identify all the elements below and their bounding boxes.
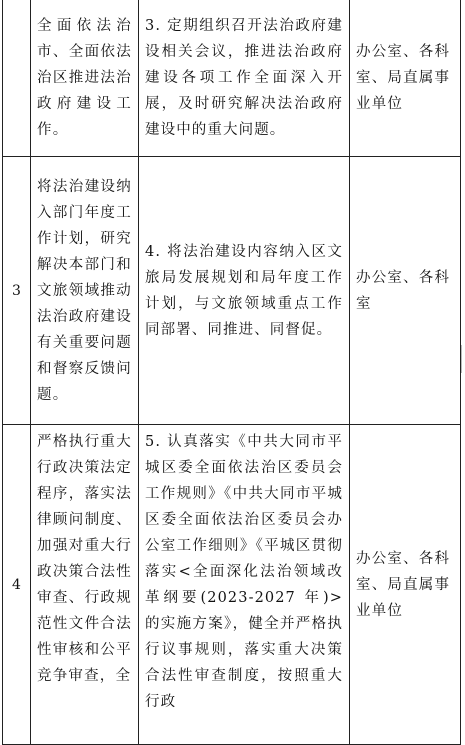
table-row	[3, 425, 461, 745]
measure-cell: 4. 将法治建设内容纳入区文旅局发展规划和局年度工作计划，与文旅领域重点工作同部署、同推进、同督促。	[139, 157, 350, 425]
row-index: 3	[3, 157, 31, 425]
department-cell: 办公室、各科室	[350, 157, 461, 425]
task-cell: 全面依法治市、全面依法治区推进法治政府建设工作。	[31, 0, 139, 157]
task-cell: 严格执行重大行政决策法定程序，落实法律顾问制度、加强对重大行政决策合法性审查、行政规范性文件合法性审核和公平竞争审查，全	[31, 425, 139, 745]
page-edge-marker	[461, 345, 465, 373]
task-cell: 将法治建设纳入部门年度工作计划，研究解决本部门和文旅领域推动法治政府建设有关重要问题和督察反馈问题。	[31, 157, 139, 425]
table-row	[3, 157, 461, 425]
measure-cell: 3. 定期组织召开法治政府建设相关会议，推进法治政府建设各项工作全面深入开展，及时研究解决法治政府建设中的重大问题。	[139, 0, 350, 157]
department-cell: 办公室、各科室、局直属事业单位	[350, 425, 461, 745]
measure-cell: 5. 认真落实《中共大同市平城区委全面依法治区委员会工作规则》《中共大同市平城区委全面依法治区委员会办公室工作细则》《平城区贯彻落实<全面深化法治领域改革纲要(2023-2027 年)>的实施方案》，健全并严格执行议事规则，落实重大决策合法性审查制度，按照重大行政	[139, 425, 350, 745]
department-cell: 办公室、各科室、局直属事业单位	[350, 0, 461, 157]
row-index	[3, 0, 31, 157]
responsibility-table	[2, 0, 460, 745]
row-index: 4	[3, 425, 31, 745]
table-row	[3, 0, 461, 157]
